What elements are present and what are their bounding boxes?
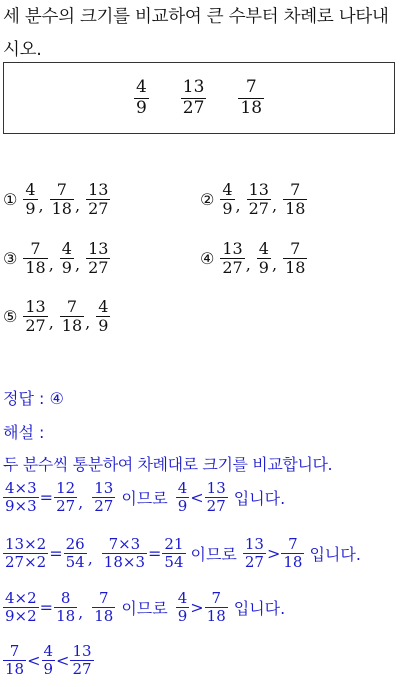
question-line-1: 세 분수의 크기를 비교하여 큰 수부터 차례로 나타내 xyxy=(3,7,389,27)
explanation-label: 해설 : xyxy=(3,423,45,442)
option-fraction: $\frac{7}{18}$ xyxy=(285,239,306,278)
fraction: $\frac{12}{27}$ xyxy=(56,479,76,516)
fraction: $\frac{4}{9}$ xyxy=(177,479,188,516)
option-3[interactable]: ③ $\frac{7}{18}$ , $\frac{4}{9}$ , $\frac{13}{27}$ xyxy=(3,239,109,278)
fraction: $\frac{7}{18}$ xyxy=(5,642,25,679)
option-2-label: ② xyxy=(200,190,215,210)
fraction: $\frac{21}{54}$ xyxy=(164,535,184,572)
explanation-intro: 두 분수씩 통분하여 차례대로 크기를 비교합니다. xyxy=(3,455,333,474)
fraction-box xyxy=(3,62,395,134)
step-3: $\frac{4\times 2}{9\times 2}$ = $\frac{8}{18}$ , $\frac{7}{18}$ 이므로 $\frac{4}{9}$ > $\frac{7}{18}$ 입니다. xyxy=(5,589,286,626)
fraction: $\frac{26}{54}$ xyxy=(65,535,85,572)
option-fraction: $\frac{4}{9}$ xyxy=(25,180,36,219)
option-fraction: $\frac{7}{18}$ xyxy=(61,297,83,336)
fraction: $\frac{4\times 2}{9\times 2}$ xyxy=(5,589,37,626)
option-4[interactable]: ④ $\frac{13}{27}$ , $\frac{4}{9}$ , $\frac{7}{18}$ xyxy=(200,239,306,278)
answer-label: 정답 : ④ xyxy=(3,389,64,408)
option-2[interactable]: ② $\frac{4}{9}$ , $\frac{13}{27}$ , $\frac{7}{18}$ xyxy=(200,180,306,219)
step-1: $\frac{4\times 3}{9\times 3}$ = $\frac{12}{27}$ , $\frac{13}{27}$ 이므로 $\frac{4}{9}$ < $\frac{13}{27}$ 입니다. xyxy=(5,479,286,516)
box-fraction-1: $\frac{4}{9}$ xyxy=(135,76,147,118)
option-fraction: $\frac{7}{18}$ xyxy=(51,180,72,219)
option-5-label: ⑤ xyxy=(3,307,18,327)
fraction: $\frac{4}{9}$ xyxy=(177,589,188,626)
option-fraction: $\frac{13}{27}$ xyxy=(248,180,269,219)
option-1[interactable]: ① $\frac{4}{9}$ , $\frac{7}{18}$ , $\frac{13}{27}$ xyxy=(3,180,109,219)
box-fraction-2: $\frac{13}{27}$ xyxy=(182,76,205,118)
fraction: $\frac{7}{18}$ xyxy=(206,589,226,626)
fraction: $\frac{13}{27}$ xyxy=(72,642,92,679)
fraction: $\frac{13}{27}$ xyxy=(94,479,114,516)
fraction: $\frac{13\times 2}{27\times 2}$ xyxy=(5,535,47,572)
fraction: $\frac{13}{27}$ xyxy=(244,535,264,572)
option-3-label: ③ xyxy=(3,249,18,269)
fraction: $\frac{4}{9}$ xyxy=(43,642,54,679)
fraction: $\frac{8}{18}$ xyxy=(56,589,76,626)
option-fraction: $\frac{13}{27}$ xyxy=(88,239,109,278)
fraction: $\frac{7}{18}$ xyxy=(283,535,303,572)
fraction: $\frac{4\times 3}{9\times 3}$ xyxy=(5,479,37,516)
step-2: $\frac{13\times 2}{27\times 2}$ = $\frac{26}{54}$ , $\frac{7\times 3}{18\times 3}$ = $\frac{21}{54}$ 이므로 $\frac{13}{27}$ > $\frac{7}{18}$ 입니다. xyxy=(5,535,361,572)
question-text xyxy=(3,1,399,67)
final-order: $\frac{7}{18}$ < $\frac{4}{9}$ < $\frac{13}{27}$ xyxy=(5,642,92,679)
option-fraction: $\frac{4}{9}$ xyxy=(61,239,72,278)
option-fraction: $\frac{4}{9}$ xyxy=(98,297,109,336)
option-5[interactable]: ⑤ $\frac{13}{27}$ , $\frac{7}{18}$ , $\frac{4}{9}$ xyxy=(3,297,109,336)
box-fraction-3: $\frac{7}{18}$ xyxy=(240,76,263,118)
option-fraction: $\frac{7}{18}$ xyxy=(285,180,306,219)
option-fraction: $\frac{13}{27}$ xyxy=(25,297,46,336)
fraction: $\frac{7}{18}$ xyxy=(94,589,114,626)
option-4-label: ④ xyxy=(200,249,215,269)
fraction: $\frac{13}{27}$ xyxy=(206,479,226,516)
fraction: $\frac{7\times 3}{18\times 3}$ xyxy=(103,535,145,572)
option-fraction: $\frac{13}{27}$ xyxy=(88,180,109,219)
option-fraction: $\frac{13}{27}$ xyxy=(222,239,243,278)
option-fraction: $\frac{4}{9}$ xyxy=(222,180,233,219)
question-line-2: 시오. xyxy=(3,40,42,60)
option-fraction: $\frac{4}{9}$ xyxy=(258,239,269,278)
option-1-label: ① xyxy=(3,190,18,210)
option-fraction: $\frac{7}{18}$ xyxy=(25,239,46,278)
